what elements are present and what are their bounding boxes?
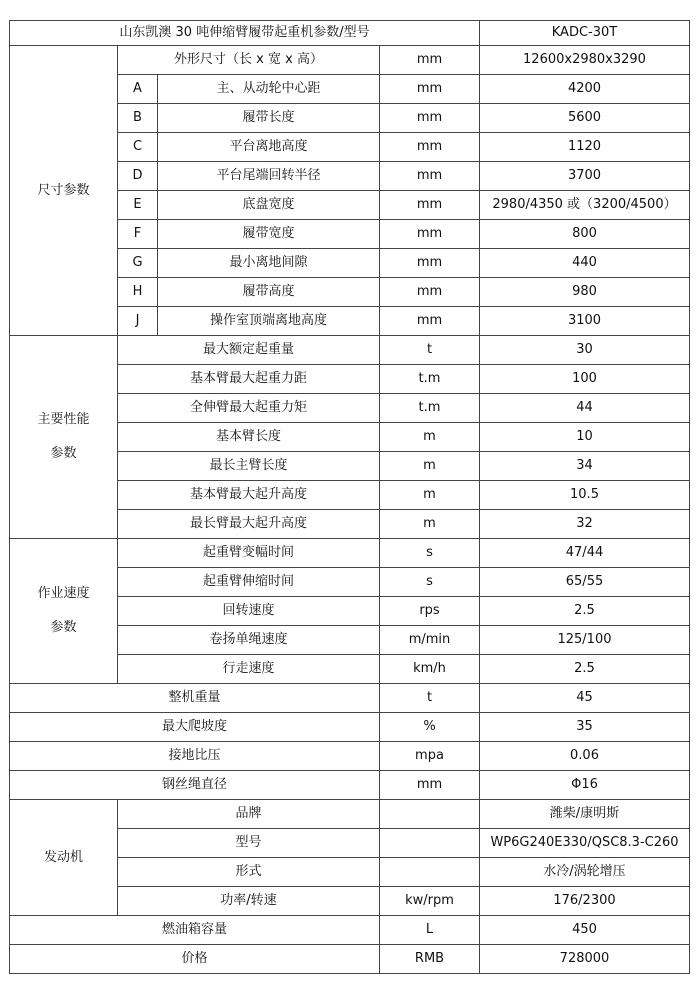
param-name: 全伸臂最大起重力矩	[118, 394, 380, 423]
param-name: 燃油箱容量	[10, 916, 380, 945]
param-name: 形式	[118, 858, 380, 887]
param-code: C	[118, 133, 158, 162]
table-row	[10, 684, 690, 713]
param-name: 最小离地间隙	[158, 249, 380, 278]
param-unit: L	[380, 916, 480, 945]
table-row	[10, 539, 690, 568]
param-unit: mm	[380, 162, 480, 191]
param-name: 功率/转速	[118, 887, 380, 916]
param-unit: m	[380, 452, 480, 481]
group-label-line: 发动机	[43, 849, 83, 865]
param-name: 品牌	[118, 800, 380, 829]
param-name: 平台尾端回转半径	[158, 162, 380, 191]
param-unit: mm	[380, 278, 480, 307]
param-value: 450	[480, 916, 690, 945]
param-name: 最长主臂长度	[118, 452, 380, 481]
param-name: 卷扬单绳速度	[118, 626, 380, 655]
param-unit: mm	[380, 249, 480, 278]
group-label-line: 参数	[50, 446, 77, 461]
table-row	[10, 713, 690, 742]
param-name: 履带宽度	[158, 220, 380, 249]
param-unit	[380, 858, 480, 887]
param-unit: m	[380, 481, 480, 510]
param-name: 外形尺寸（长 x 宽 x 高）	[118, 46, 380, 75]
group-label	[10, 539, 118, 684]
param-value: WP6G240E330/QSC8.3-C260	[480, 829, 690, 858]
table-title: 山东凯澳 30 吨伸缩臂履带起重机参数/型号	[10, 21, 480, 46]
param-unit: km/h	[380, 655, 480, 684]
param-unit: mm	[380, 75, 480, 104]
param-value: 100	[480, 365, 690, 394]
param-value: 800	[480, 220, 690, 249]
param-code: J	[118, 307, 158, 336]
param-unit: kw/rpm	[380, 887, 480, 916]
param-value: 32	[480, 510, 690, 539]
param-unit: mm	[380, 220, 480, 249]
param-name: 基本臂最大起升高度	[118, 481, 380, 510]
param-unit: t.m	[380, 365, 480, 394]
param-value: 47/44	[480, 539, 690, 568]
param-name: 价格	[10, 945, 380, 974]
param-name: 底盘宽度	[158, 191, 380, 220]
param-value: 1120	[480, 133, 690, 162]
group-label	[10, 800, 118, 916]
param-value: 2.5	[480, 597, 690, 626]
param-value: 980	[480, 278, 690, 307]
param-value: 2980/4350 或（3200/4500）	[480, 191, 690, 220]
param-value: 45	[480, 684, 690, 713]
spec-table	[9, 20, 690, 974]
group-label-line: 尺寸参数	[37, 182, 90, 198]
param-unit: m	[380, 423, 480, 452]
param-unit: rps	[380, 597, 480, 626]
param-name: 平台离地高度	[158, 133, 380, 162]
param-value: 10.5	[480, 481, 690, 510]
param-name: 操作室顶端离地高度	[158, 307, 380, 336]
table-header-row	[10, 21, 690, 46]
param-value: 水冷/涡轮增压	[480, 858, 690, 887]
param-code: D	[118, 162, 158, 191]
param-code: E	[118, 191, 158, 220]
param-value: 0.06	[480, 742, 690, 771]
param-value: 440	[480, 249, 690, 278]
param-unit: mm	[380, 104, 480, 133]
param-name: 最长臂最大起升高度	[118, 510, 380, 539]
param-unit: t.m	[380, 394, 480, 423]
param-name: 型号	[118, 829, 380, 858]
param-value: 728000	[480, 945, 690, 974]
param-unit: m/min	[380, 626, 480, 655]
param-name: 行走速度	[118, 655, 380, 684]
param-unit: t	[380, 684, 480, 713]
param-name: 接地比压	[10, 742, 380, 771]
param-unit: s	[380, 539, 480, 568]
param-unit: t	[380, 336, 480, 365]
param-unit: mpa	[380, 742, 480, 771]
param-value: 3100	[480, 307, 690, 336]
param-value: 176/2300	[480, 887, 690, 916]
param-code: H	[118, 278, 158, 307]
param-unit: mm	[380, 191, 480, 220]
param-value: Φ16	[480, 771, 690, 800]
param-name: 整机重量	[10, 684, 380, 713]
param-unit: m	[380, 510, 480, 539]
param-value: 12600x2980x3290	[480, 46, 690, 75]
param-name: 主、从动轮中心距	[158, 75, 380, 104]
group-label	[10, 336, 118, 539]
param-name: 起重臂变幅时间	[118, 539, 380, 568]
model-number: KADC-30T	[480, 21, 690, 46]
param-code: B	[118, 104, 158, 133]
param-code: F	[118, 220, 158, 249]
table-row	[10, 945, 690, 974]
param-value: 30	[480, 336, 690, 365]
table-row	[10, 916, 690, 945]
param-unit	[380, 800, 480, 829]
param-name: 回转速度	[118, 597, 380, 626]
group-label-line: 主要性能	[37, 412, 90, 427]
param-value: 3700	[480, 162, 690, 191]
param-value: 44	[480, 394, 690, 423]
param-name: 钢丝绳直径	[10, 771, 380, 800]
param-value: 125/100	[480, 626, 690, 655]
param-value: 35	[480, 713, 690, 742]
spec-table-body	[10, 21, 690, 974]
table-row	[10, 742, 690, 771]
param-name: 基本臂最大起重力距	[118, 365, 380, 394]
table-row	[10, 800, 690, 829]
param-code: G	[118, 249, 158, 278]
param-value: 4200	[480, 75, 690, 104]
param-value: 5600	[480, 104, 690, 133]
param-unit: mm	[380, 771, 480, 800]
param-name: 最大额定起重量	[118, 336, 380, 365]
param-name: 履带长度	[158, 104, 380, 133]
param-unit	[380, 829, 480, 858]
param-value: 34	[480, 452, 690, 481]
group-label	[10, 46, 118, 336]
param-unit: s	[380, 568, 480, 597]
param-name: 起重臂伸缩时间	[118, 568, 380, 597]
param-value: 潍柴/康明斯	[480, 800, 690, 829]
param-code: A	[118, 75, 158, 104]
param-value: 2.5	[480, 655, 690, 684]
param-name: 基本臂长度	[118, 423, 380, 452]
param-unit: RMB	[380, 945, 480, 974]
table-row	[10, 336, 690, 365]
table-row	[10, 46, 690, 75]
param-name: 最大爬坡度	[10, 713, 380, 742]
param-unit: mm	[380, 307, 480, 336]
param-value: 10	[480, 423, 690, 452]
param-unit: mm	[380, 133, 480, 162]
param-value: 65/55	[480, 568, 690, 597]
param-name: 履带高度	[158, 278, 380, 307]
table-row	[10, 771, 690, 800]
param-unit: mm	[380, 46, 480, 75]
param-unit: %	[380, 713, 480, 742]
group-label-line: 作业速度	[37, 586, 90, 601]
group-label-line: 参数	[50, 620, 77, 635]
